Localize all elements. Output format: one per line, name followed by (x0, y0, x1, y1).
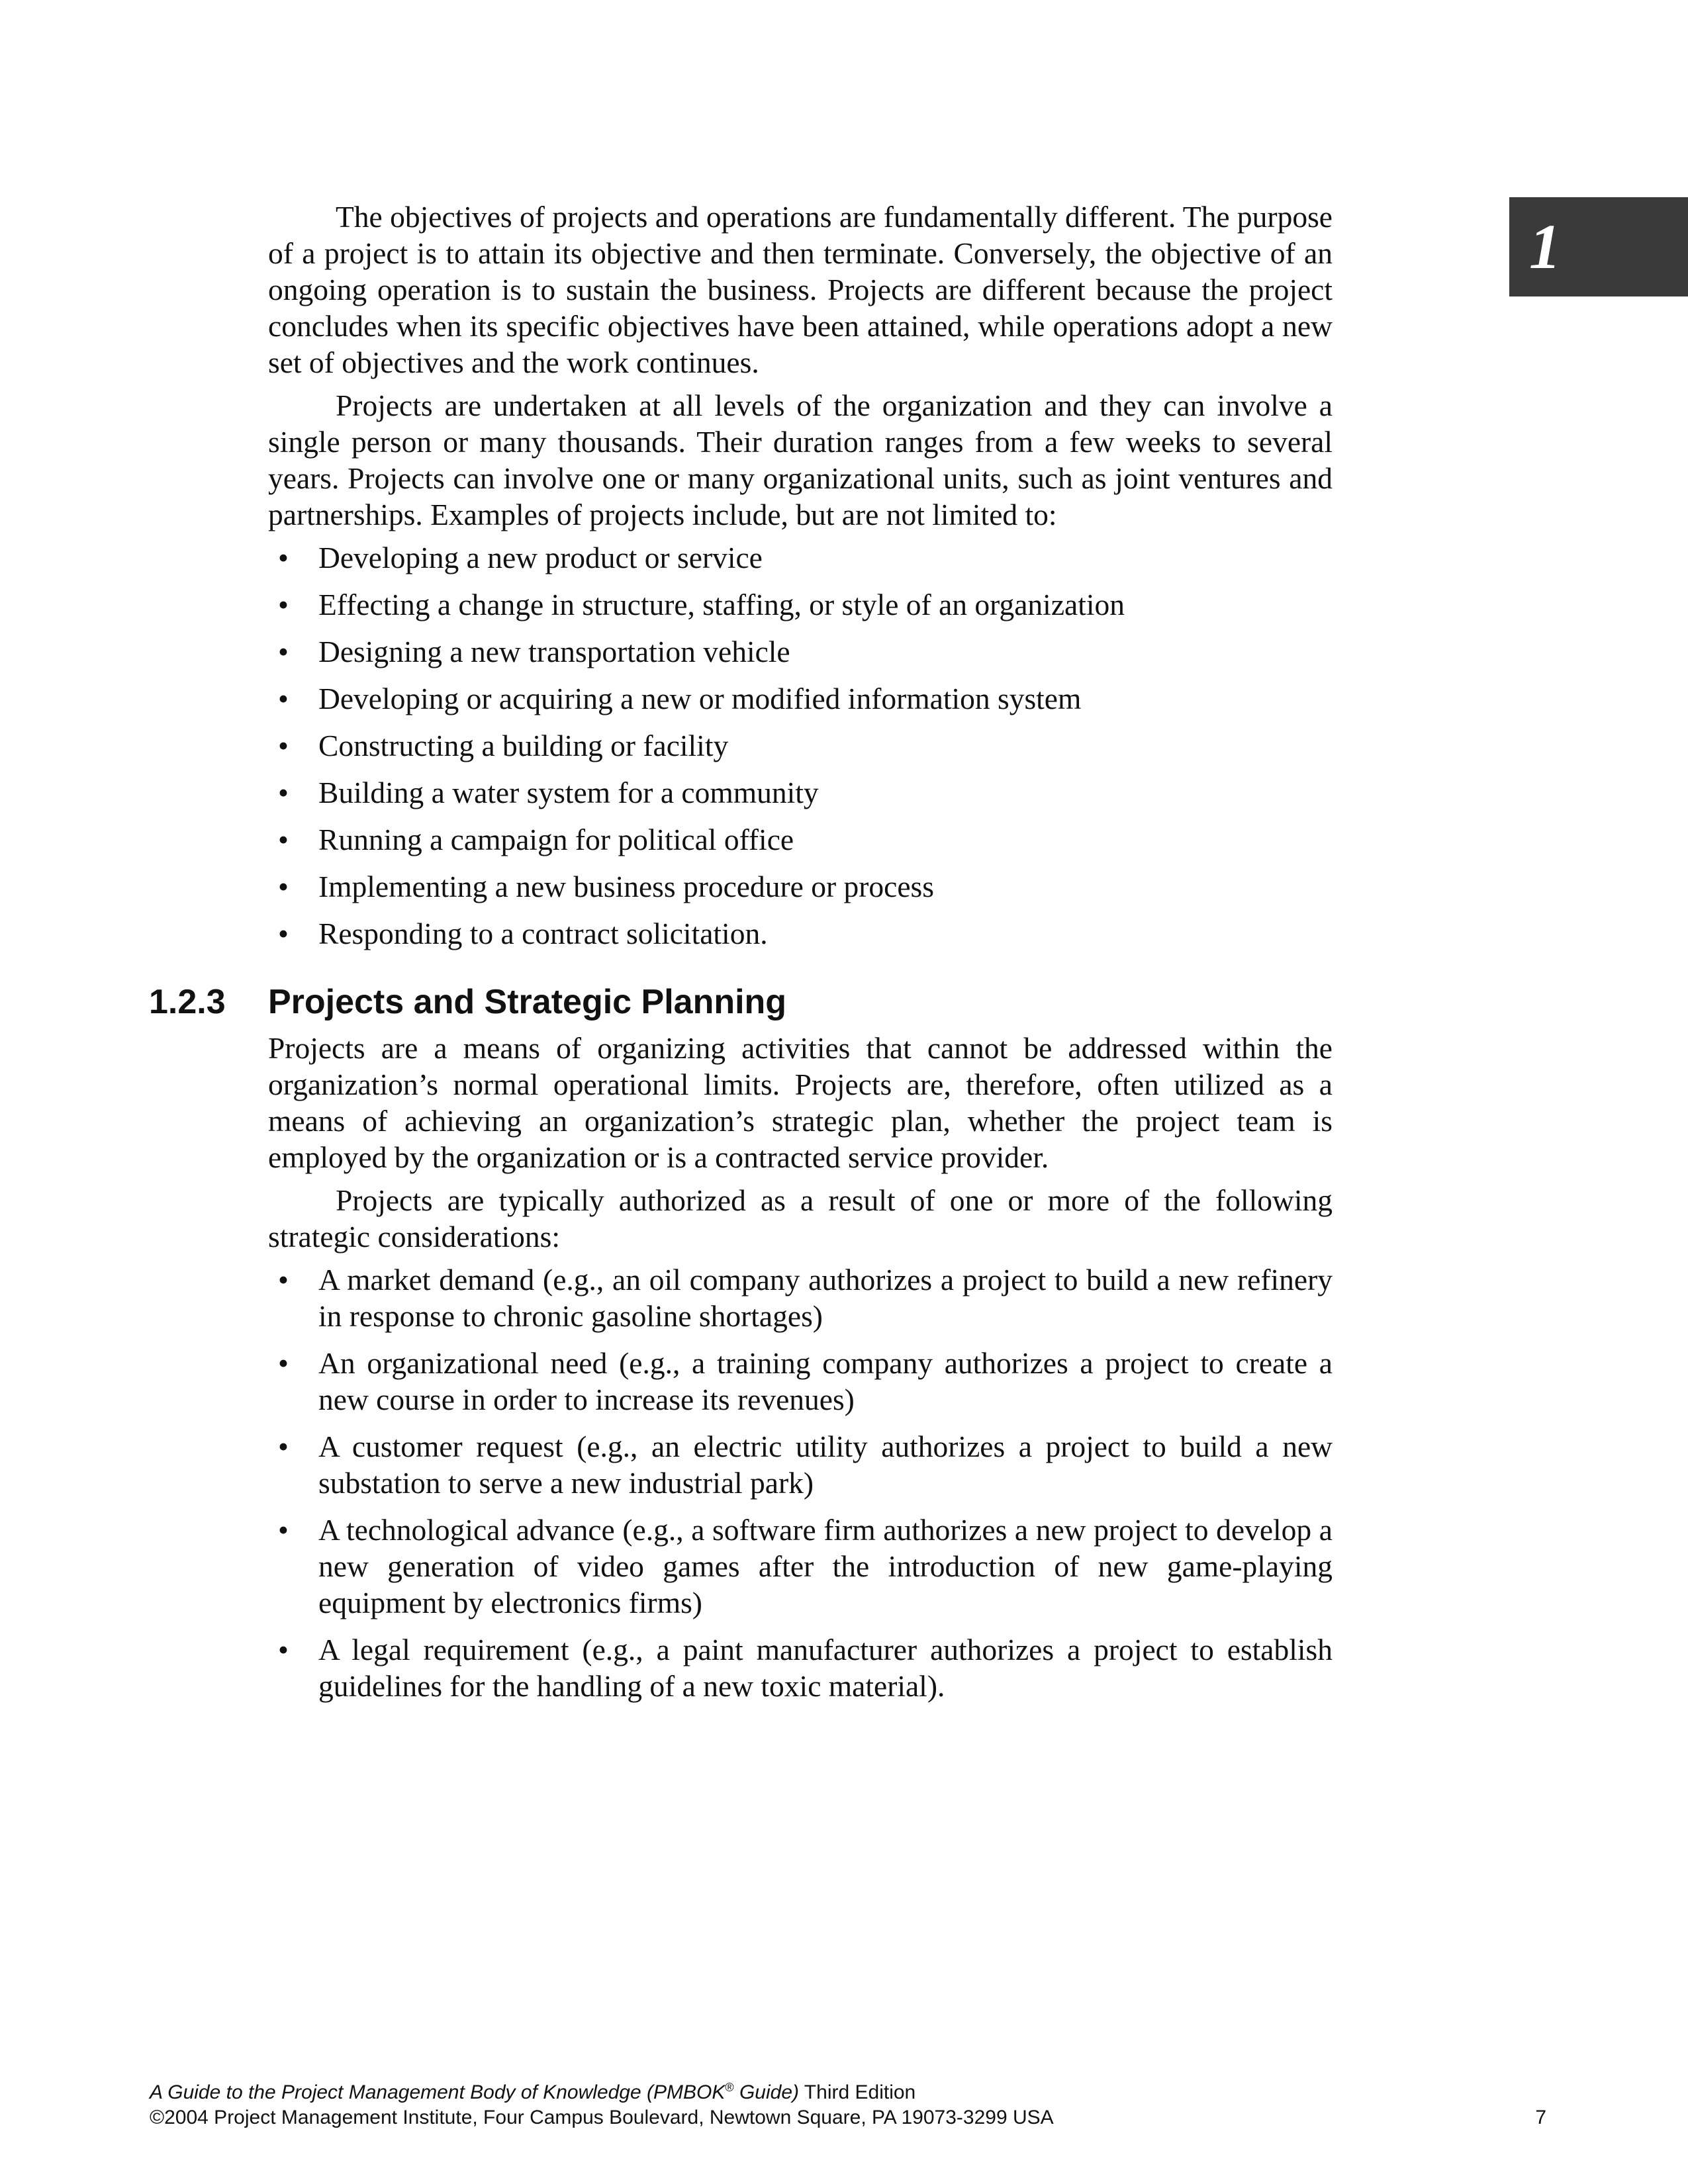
section-title: Projects and Strategic Planning (268, 983, 787, 1021)
list-item: • An organizational need (e.g., a training company authorizes a project to create a new course in order to increase its revenues) (268, 1345, 1333, 1418)
list-item: • A customer request (e.g., an electric utility authorizes a project to build a new substation to serve a new industrial park) (268, 1428, 1333, 1501)
registered-mark: ® (725, 2081, 734, 2094)
paragraph: Projects are typically authorized as a result of one or more of the following strategic considerations: (268, 1183, 1333, 1253)
bullet-icon: • (278, 541, 289, 574)
paragraph: Projects are undertaken at all levels of the organization and they can involve a single person or many thousands. Their duration ranges from a few weeks to several years. Projects can involve one or many organizational units, such as joint ventures and partnerships. Examples of projects include, but are not limited to: (268, 388, 1333, 531)
section-number: 1.2.3 (149, 983, 226, 1021)
list-item: • A market demand (e.g., an oil company authorizes a project to build a new refinery in response to chronic gasoline shortages) (268, 1261, 1333, 1334)
list-item: • Responding to a contract solicitation. (268, 915, 1333, 952)
bullet-icon: • (278, 776, 289, 809)
bullet-icon: • (278, 588, 289, 621)
bullet-icon: • (278, 1513, 289, 1547)
page-footer (150, 2080, 1546, 2130)
list-item: • A legal requirement (e.g., a paint manufacturer authorizes a project to establish guidelines for the handling of a new toxic material). (268, 1631, 1333, 1704)
paragraph: Projects are a means of organizing activities that cannot be addressed within the organization’s normal operational limits. Projects are, therefore, often utilized as a means of achieving an organization’s strategic plan, whether the project team is employed by the organization or is a contracted service provider. (268, 1031, 1333, 1174)
bullet-icon: • (278, 917, 289, 950)
footer-guide-title: A Guide to the Project Management Body of Knowledge (PMBOK® Guide) Third Edition (150, 2081, 916, 2103)
list-item: • Running a campaign for political office (268, 821, 1333, 858)
list-item: • Effecting a change in structure, staffing, or style of an organization (268, 586, 1333, 623)
considerations-list (268, 1261, 1333, 1704)
bullet-icon: • (278, 870, 289, 903)
bullet-icon: • (278, 823, 289, 856)
bullet-icon: • (278, 1633, 289, 1666)
bullet-icon: • (278, 682, 289, 715)
footer-copyright: ©2004 Project Management Institute, Four Campus Boulevard, Newtown Square, PA 19073-3299 USA (150, 2107, 1054, 2128)
list-item: • Developing a new product or service (268, 539, 1333, 576)
list-item: • Implementing a new business procedure or process (268, 868, 1333, 905)
bullet-icon: • (278, 1263, 289, 1297)
examples-list (268, 539, 1333, 952)
paragraph: The objectives of projects and operations are fundamentally different. The purpose of a project is to attain its objective and then terminate. Conversely, the objective of an ongoing operation is to sustain the business. Projects are different because the project concludes when its specific objectives have been attained, while operations adopt a new set of objectives and the work continues. (268, 200, 1333, 379)
chapter-number: 1 (1529, 211, 1561, 282)
bullet-icon: • (278, 635, 289, 668)
list-item: • Designing a new transportation vehicle (268, 633, 1333, 670)
page-body (149, 199, 1333, 1715)
bullet-icon: • (278, 1430, 289, 1463)
bullet-icon: • (278, 1346, 289, 1380)
list-item: • A technological advance (e.g., a software firm authorizes a new project to develop a new generation of video games after the introduction of new game-playing equipment by electronics firms) (268, 1512, 1333, 1621)
chapter-tab (1509, 197, 1688, 296)
page-number: 7 (1535, 2107, 1546, 2128)
list-item: • Developing or acquiring a new or modified information system (268, 680, 1333, 717)
section-heading (149, 981, 1333, 1023)
list-item: • Building a water system for a community (268, 774, 1333, 811)
list-item: • Constructing a building or facility (268, 727, 1333, 764)
bullet-icon: • (278, 729, 289, 762)
